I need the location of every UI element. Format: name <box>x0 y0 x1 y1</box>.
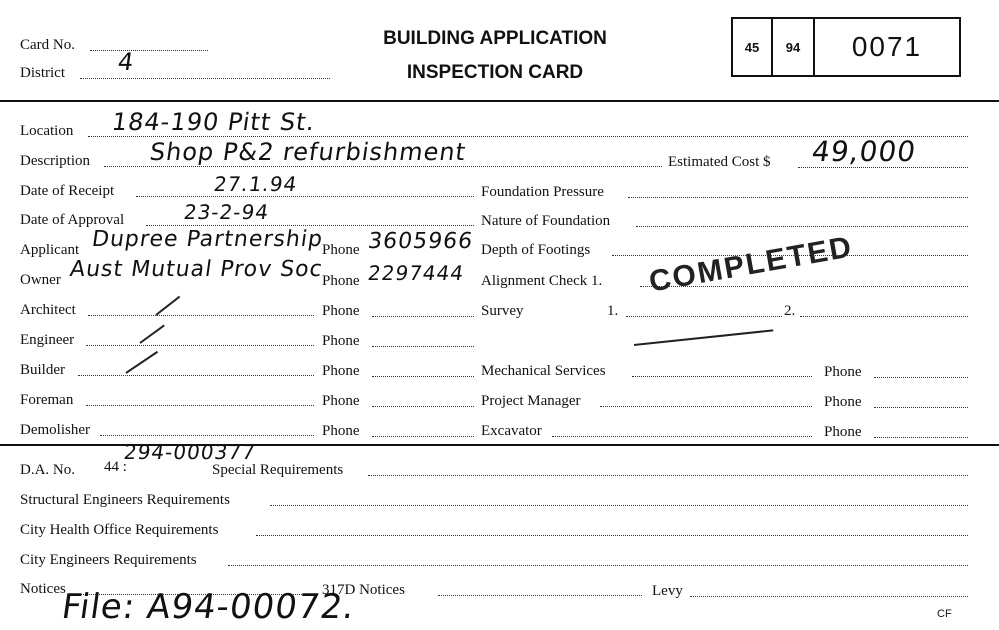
builder-line <box>78 375 314 376</box>
city-engineers-requirements-line <box>228 565 968 566</box>
estimated-cost-value: 49,000 <box>809 135 919 168</box>
health-requirements-label: City Health Office Requirements <box>20 522 219 538</box>
card-title-line1: BUILDING APPLICATION <box>383 28 607 49</box>
description-value: Shop P&2 refurbishment <box>148 138 469 166</box>
engineer-label: Engineer <box>20 332 75 348</box>
architect-label: Architect <box>20 302 76 318</box>
notices-label: Notices <box>20 581 66 597</box>
number-part-1: 45 <box>733 19 773 75</box>
architect-phone-label: Phone <box>322 303 360 319</box>
mechanical-phone-line <box>874 377 968 378</box>
architect-phone-line <box>372 316 474 317</box>
engineer-phone-label: Phone <box>322 333 360 349</box>
alignment-check-label: Alignment Check 1. <box>481 273 603 289</box>
stamp-underline <box>634 329 773 346</box>
builder-slash <box>125 351 158 374</box>
project-manager-phone-line <box>874 407 968 408</box>
mechanical-line <box>632 376 812 377</box>
survey-num-2: 2. <box>784 303 796 319</box>
file-note: File: A94-00072. <box>59 587 358 627</box>
card-title-line2: INSPECTION CARD <box>406 62 584 83</box>
project-manager-phone-label: Phone <box>824 394 862 410</box>
owner-phone-value: 2297444 <box>366 261 466 285</box>
date-approval-line <box>146 225 474 226</box>
date-receipt-label: Date of Receipt <box>20 183 115 199</box>
architect-slash <box>155 296 180 316</box>
foreman-phone-label: Phone <box>322 393 360 409</box>
survey-line-1 <box>626 316 782 317</box>
levy-label: Levy <box>652 583 683 599</box>
architect-line <box>88 315 314 316</box>
builder-phone-label: Phone <box>322 363 360 379</box>
date-approval-value: 23-2-94 <box>182 200 271 224</box>
notices-317d-label: 317D Notices <box>322 582 405 598</box>
location-value: 184-190 Pitt St. <box>110 108 318 136</box>
owner-label: Owner <box>20 272 61 288</box>
demolisher-label: Demolisher <box>20 422 90 438</box>
date-receipt-value: 27.1.94 <box>212 172 300 196</box>
excavator-phone-line <box>874 437 968 438</box>
number-part-2: 94 <box>773 19 815 75</box>
engineer-phone-line <box>372 346 474 347</box>
district-line <box>80 78 330 79</box>
special-requirements-label: Special Requirements <box>212 462 344 478</box>
card-number-box <box>731 17 961 77</box>
survey-line-2 <box>800 316 968 317</box>
foundation-pressure-line <box>628 197 968 198</box>
health-requirements-line <box>256 535 968 536</box>
excavator-line <box>552 436 812 437</box>
special-requirements-line <box>368 475 968 476</box>
city-engineers-requirements-label: City Engineers Requirements <box>20 552 197 568</box>
mechanical-phone-label: Phone <box>824 364 862 380</box>
depth-footings-label: Depth of Footings <box>481 242 591 258</box>
demolisher-line <box>100 435 314 436</box>
foreman-phone-line <box>372 406 474 407</box>
foundation-pressure-label: Foundation Pressure <box>481 184 604 200</box>
nature-foundation-label: Nature of Foundation <box>481 213 611 229</box>
survey-label: Survey <box>481 303 524 319</box>
applicant-value: Dupree Partnership <box>90 227 325 252</box>
completed-stamp: COMPLETED <box>646 230 856 299</box>
description-line <box>104 166 662 167</box>
builder-phone-line <box>372 376 474 377</box>
da-value: 294-000377 <box>122 440 258 464</box>
foreman-label: Foreman <box>20 392 74 408</box>
applicant-phone-label: Phone <box>322 242 360 258</box>
survey-num-1: 1. <box>607 303 619 319</box>
demolisher-phone-label: Phone <box>322 423 360 439</box>
structural-requirements-line <box>270 505 968 506</box>
district-label: District <box>20 65 65 81</box>
date-approval-label: Date of Approval <box>20 212 125 228</box>
card-no-line <box>90 50 208 51</box>
estimated-cost-label: Estimated Cost $ <box>668 154 771 170</box>
demolisher-phone-line <box>372 436 474 437</box>
project-manager-label: Project Manager <box>481 393 581 409</box>
notices-317d-line <box>438 595 642 596</box>
nature-foundation-line <box>636 226 968 227</box>
project-manager-line <box>600 406 812 407</box>
excavator-phone-label: Phone <box>824 424 862 440</box>
levy-line <box>690 596 968 597</box>
description-label: Description <box>20 153 90 169</box>
da-prefix: 44 : <box>104 459 127 475</box>
builder-label: Builder <box>20 362 65 378</box>
applicant-phone-value: 3605966 <box>366 229 475 254</box>
mechanical-label: Mechanical Services <box>481 363 606 379</box>
corner-mark: CF <box>937 608 952 620</box>
engineer-line <box>86 345 314 346</box>
owner-value: Aust Mutual Prov Soc <box>68 257 325 282</box>
owner-phone-label: Phone <box>322 273 360 289</box>
card-no-label: Card No. <box>20 37 75 53</box>
da-no-label: D.A. No. <box>20 462 75 478</box>
district-value: 4 <box>116 48 137 76</box>
location-label: Location <box>20 123 74 139</box>
excavator-label: Excavator <box>481 423 542 439</box>
header-divider <box>0 100 999 102</box>
date-receipt-line <box>136 196 474 197</box>
number-part-3: 0071 <box>851 31 923 62</box>
foreman-line <box>86 405 314 406</box>
engineer-slash <box>139 325 164 344</box>
structural-requirements-label: Structural Engineers Requirements <box>20 492 230 508</box>
applicant-label: Applicant <box>20 242 80 258</box>
